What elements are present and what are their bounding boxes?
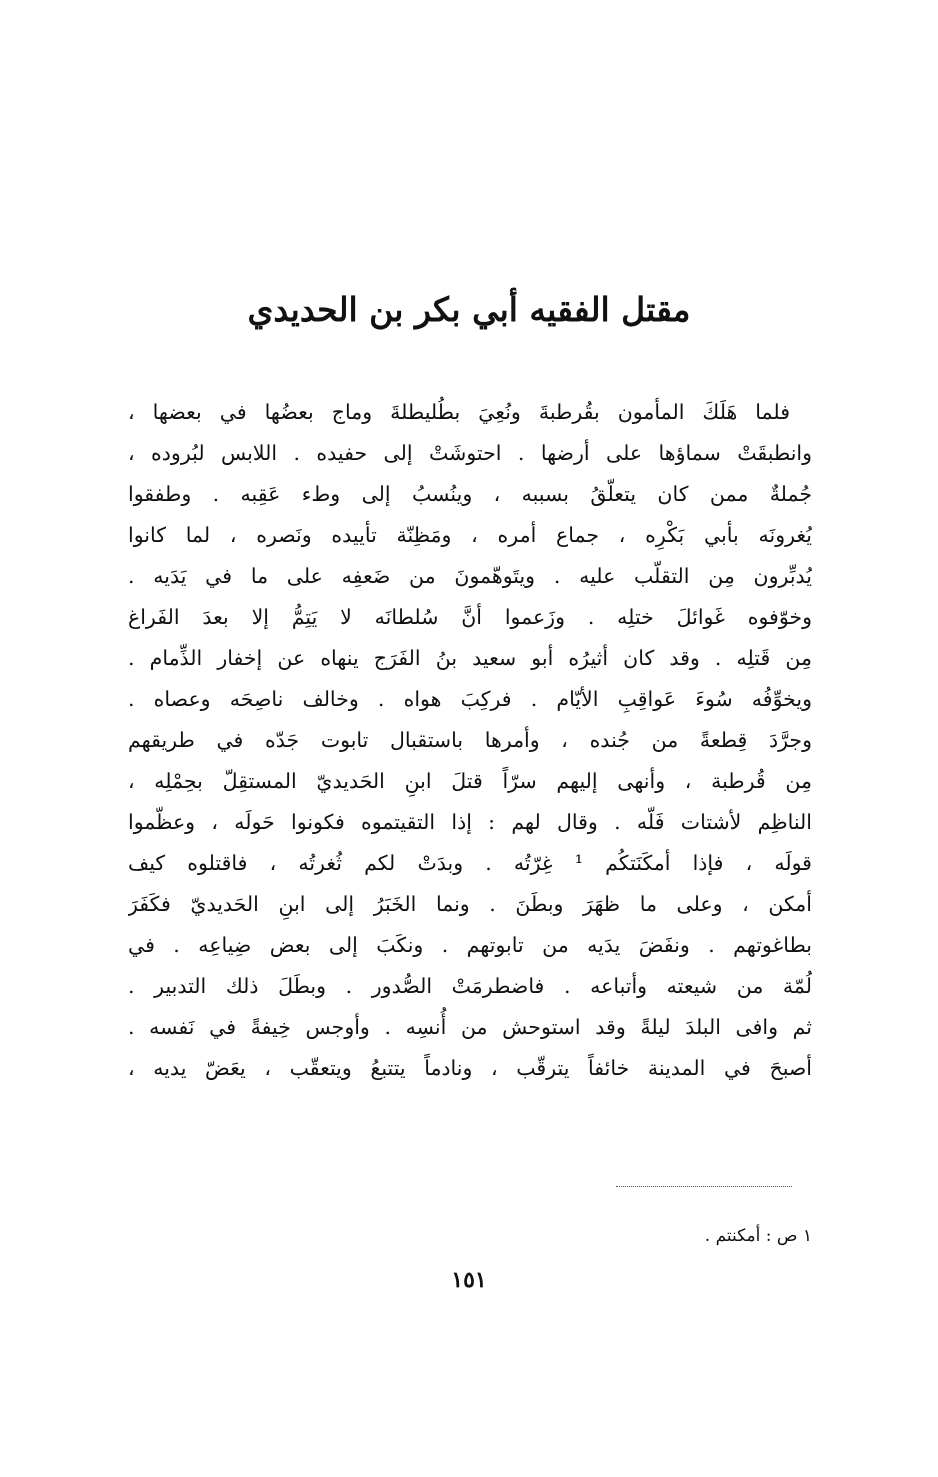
text-line: يُغرونَه بأبي بَكْرِه ، جماع أمره ، ومَظِنّة تأييده ونَصره ، لما كانوا bbox=[128, 523, 812, 547]
text-line: مِن قُرطبة ، وأنهى إليهم سرّاً قتلَ ابنِ الحَديديّ المستقِلّ بحِمْلِه ، bbox=[128, 769, 812, 793]
text-line: ويخوِّفُه سُوءَ عَواقِبِ الأيّام . فركِبَ هواه . وخالف ناصِحَه وعصاه . bbox=[128, 687, 812, 711]
body-text bbox=[128, 392, 812, 1089]
text-line: لُمّة من شيعته وأتباعه . فاضطرمَتْ الصُّدور . وبطَلَ ذلك التدبير . bbox=[128, 974, 812, 998]
text-line: وانطبقَتْ سماؤها على أرضها . احتوشَتْ إلى حفيده . اللابس لبُروده ، bbox=[128, 441, 812, 465]
text-line: فلما هَلَكَ المأمون بقُرطبةَ ونُعِيَ بطُليطلةَ وماج بعضُها في بعضها ، bbox=[128, 400, 790, 424]
footnote: ١ ص : أمكنتم . bbox=[704, 1226, 812, 1246]
text-line: أصبحَ في المدينة خائفاً يترقّب ، ونادماً يتتبعُ ويتعقّب ، يعَضّ يديه ، bbox=[128, 1056, 812, 1080]
text-line: الناظِم لأشتات فَلّه . وقال لهم : إذا التقيتموه فكونوا حَولَه ، وعظّموا bbox=[128, 810, 812, 834]
text-line: جُملةٌ ممن كان يتعلّقُ بسببه ، وينُسبُ إلى وطء عَقِبه . وطفقوا bbox=[128, 482, 812, 506]
text-line: ثم وافى البلدَ ليلةً وقد استوحش من أُنسِه . وأوجس خِيفةً في نَفسه . bbox=[128, 1015, 812, 1039]
footnote-divider bbox=[616, 1186, 792, 1187]
chapter-title: مقتل الفقيه أبي بكر بن الحديدي bbox=[247, 290, 691, 329]
text-line: وجرَّدَ قِطعةً من جُنده ، وأمرها باستقبال تابوت جَدّه في طريقهم bbox=[128, 728, 812, 752]
text-line: مِن قَتلِه . وقد كان أثيرُه أبو سعيد بنُ الفَرَج ينهاه عن إخفار الذِّمام . bbox=[128, 646, 812, 670]
text-line: يُدبِّرون مِن التقلّب عليه . ويتَوهّمونَ من ضَعفِه على ما في يَدَيه . bbox=[128, 564, 812, 588]
page-number: ١٥١ bbox=[451, 1267, 487, 1293]
text-line: قولَه ، فإذا أمكَنَتكُم ¹ غِرّتُه . وبدَتْ لكم ثُغرتُه ، فاقتلوه كيف bbox=[128, 851, 812, 875]
text-line: وخوّفوه غَوائلَ ختلِه . وزَعموا أنَّ سُلطانَه لا يَتِمُّ إلا بعدَ الفَراغ bbox=[128, 605, 812, 629]
text-line: أمكن ، وعلى ما ظهَرَ وبطَنَ . ونما الخَبَرُ إلى ابنِ الحَديديّ فكَفَرَ bbox=[128, 892, 812, 916]
text-line: بطاغوتهم . ونفَضَ يدَيه من تابوتهم . ونكَبَ إلى بعض ضِياعِه . في bbox=[128, 933, 812, 957]
